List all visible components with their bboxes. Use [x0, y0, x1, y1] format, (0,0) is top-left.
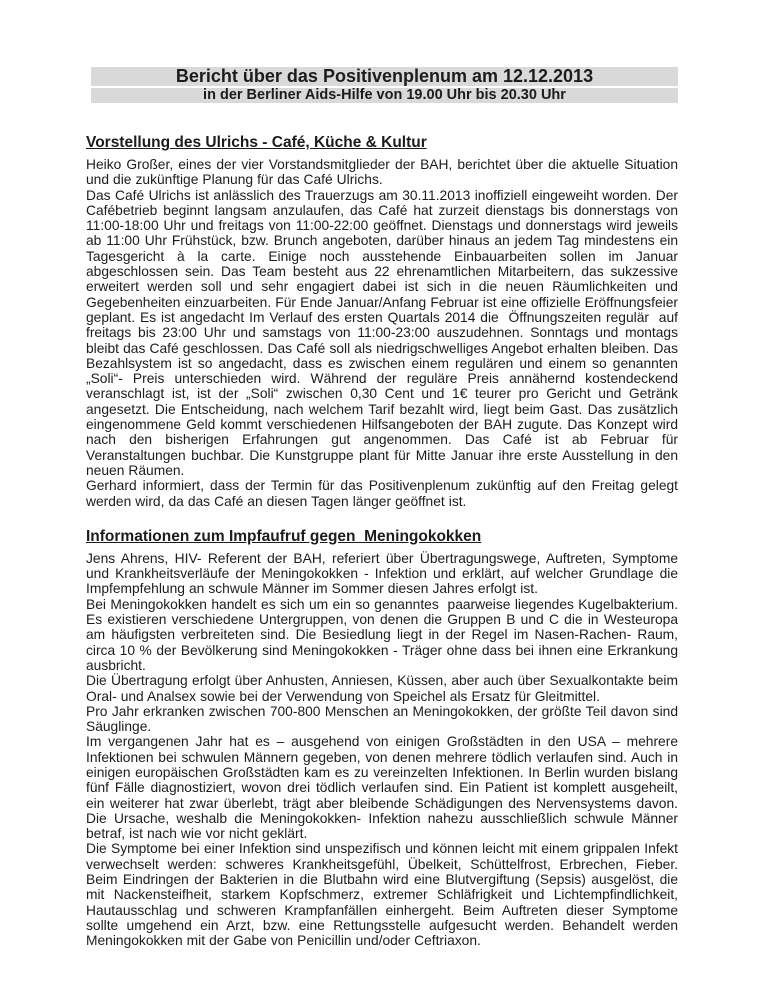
section-vorstellung-ulrichs — [86, 134, 687, 509]
section-heading-vorstellung: Vorstellung des Ulrichs - Café, Küche & Kultur — [86, 134, 427, 151]
paragraph: Die Übertragung erfolgt über Anhusten, Anniesen, Küssen, aber auch über Sexualkontakte beim Oral- und Analsex sowie bei der Verwendung von Speichel als Ersatz für Gleitmittel. — [86, 673, 683, 704]
section-heading-impfaufruf: Informationen zum Impfaufruf gegen Meningokokken — [86, 527, 482, 545]
paragraph: Heiko Großer, eines der vier Vorstandsmitglieder der BAH, berichtet über die aktuelle Situation und die zukünftige Planung für das Café Ulrichs. — [86, 157, 683, 188]
paragraph: Das Café Ulrichs ist anlässlich des Trauerzugs am 30.11.2013 inoffiziell eingeweiht worden. Der Cafébetrieb beginnt langsam anzulaufen, das Café hat zurzeit dienstags bis donnerstags von 11:00-18:00 Uhr und freitags von 11:00-22:00 geöffnet. Dienstags und donnerstags wird jeweils ab 11:00 Uhr Frühstück, bzw. Brunch angeboten, darüber hinaus an jedem Tag mindestens ein Tagesgericht à la carte. Einige noch ausstehende Einbauarbeiten sollen im Januar abgeschlossen sein. Das Team besteht aus 22 ehrenamtlichen Mitarbeitern, das sukzessive erweitert werden soll und sehr engagiert dabei ist sich in die neuen Räumlichkeiten und Gegebenheiten einzuarbeiten. Für Ende Januar/Anfang Februar ist eine offizielle Eröffnungsfeier geplant. Es ist angedacht Im Verlauf des ersten Quartals 2014 die Öffnungszeiten regulär auf freitags bis 23:00 Uhr und samstags von 11:00-23:00 auszudehnen. Sonntags und montags bleibt das Café geschlossen. Das Café soll als niedrigschwelliges Angebot erhalten bleiben. Das Bezahlsystem ist so angedacht, dass es zwischen einem regulären und einem so genannten „Soli“- Preis unterschieden wird. Während der reguläre Preis annähernd kostendeckend veranschlagt ist, ist der „Soli“ zwischen 0,30 Cent und 1€ teurer pro Gericht und Getränk angesetzt. Die Entscheidung, nach welchem Tarif bezahlt wird, liegt beim Gast. Das zusätzlich eingenommene Geld kommt verschiedenen Hilfsangeboten der BAH zugute. Das Konzept wird nach den bisherigen Erfahrungen gut angenommen. Das Café ist ab Februar für Veranstaltungen buchbar. Die Kunstgruppe plant für Mitte Januar ihre erste Ausstellung in den neuen Räumen. — [86, 187, 687, 478]
document-header — [91, 67, 678, 103]
paragraph: Gerhard informiert, dass der Termin für das Positivenplenum zukünftig auf den Freitag gelegt werden wird, da das Café an diesen Tagen länger geöffnet ist. — [86, 478, 683, 509]
paragraph: Pro Jahr erkranken zwischen 700-800 Menschen an Meningokokken, der größte Teil davon sind Säuglinge. — [86, 703, 683, 735]
document-content — [86, 0, 687, 949]
paragraph: Die Symptome bei einer Infektion sind unspezifisch und können leicht mit einem grippalen Infekt verwechselt werden: schweres Krankheitsgefühl, Übelkeit, Schüttelfrost, Erbrechen, Fieber. Beim Eindringen der Bakterien in die Blutbahn wird eine Blutvergiftung (Sepsis) ausgelöst, die mit Nackensteifheit, starkem Kopfschmerz, extremer Schläfrigkeit und Lichtempfindlichkeit, Hautausschlag und schweren Krampfanfällen einhergeht. Beim Auftreten dieser Symptome sollte umgehend ein Arzt, bzw. eine Rettungsstelle aufgesucht werden. Behandelt werden Meningokokken mit der Gabe von Penicillin und/oder Ceftriaxon. — [86, 841, 683, 949]
document-title: Bericht über das Positivenplenum am 12.12.2013 — [91, 67, 678, 86]
paragraph: Jens Ahrens, HIV- Referent der BAH, referiert über Übertragungswege, Auftreten, Symptome und Krankheitsverläufe der Meningokokken - Infektion und erklärt, auf welcher Grundlage die Impfempfehlung an schwule Männer im Sommer diesen Jahres erfolgt ist. — [86, 550, 683, 597]
paragraph: Im vergangenen Jahr hat es – ausgehend von einigen Großstädten in den USA – mehrere Infektionen bei schwulen Männern gegeben, von denen mehrere tödlich verlaufen sind. Auch in einigen europäischen Großstädten kam es zu vereinzelten Infektionen. In Berlin wurden bislang fünf Fälle diagnostiziert, wovon drei tödlich verlaufen sind. Ein Patient ist komplett ausgeheilt, ein weiterer hat zwar überlebt, trägt aber bleibende Schädigungen des Nervensystems davon. Die Ursache, weshalb die Meningokokken- Infektion nahezu ausschließlich schwule Männer betraf, ist nach wie vor nicht geklärt. — [86, 734, 683, 842]
section-impfaufruf-meningokokken — [86, 527, 683, 949]
document-subtitle: in der Berliner Aids-Hilfe von 19.00 Uhr bis 20.30 Uhr — [91, 88, 678, 103]
paragraph: Bei Meningokokken handelt es sich um ein so genanntes paarweise liegendes Kugelbakterium. Es existieren verschiedene Untergruppen, von denen die Gruppen B und C die in Westeuropa am häufigsten verbreiteten sind. Die Besiedlung liegt in der Regel im Nasen-Rachen- Raum, circa 10 % der Bevölkerung sind Meningokokken - Träger ohne dass bei ihnen eine Erkrankung ausbricht. — [86, 596, 683, 673]
